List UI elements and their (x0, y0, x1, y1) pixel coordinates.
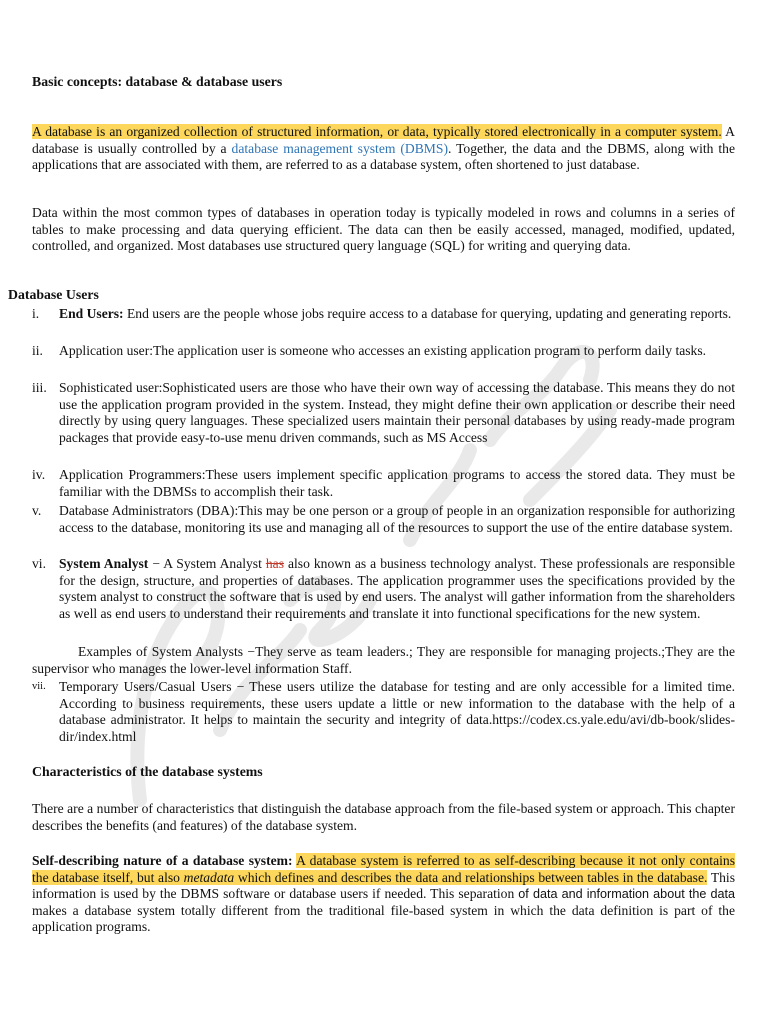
list-item-bold: System Analyst (59, 556, 149, 571)
list-item-end-users (32, 306, 735, 323)
examples-paragraph: Examples of System Analysts −They serve as team leaders.; They are responsible for managing projects.;They are the supervisor who manages the lower-level information Staff. (32, 644, 735, 676)
list-number: vi. (32, 556, 46, 571)
list-item-text: Application Programmers:These users implement specific application programs to access the stored data. They must be familiar with the DBMSs to accomplish their task. (59, 467, 735, 499)
self-describing-text-b: makes a database system totally different from the traditional file-based system in which the data definition is part of the application programs. (32, 902, 735, 935)
self-describing-highlight-b: which defines and describes the data and relationships between tables in the database. (234, 869, 708, 885)
strikethrough-text: has (265, 556, 284, 571)
heading-characteristics: Characteristics of the database systems (32, 764, 263, 779)
list-number: vii. (32, 681, 46, 692)
list-item-application-user (32, 343, 735, 360)
heading-database-users: Database Users (8, 287, 99, 302)
list-item-sophisticated-user (32, 380, 735, 446)
self-describing-highlight-a: A database system is referred to as self-describing because it not only contains the database itself, but also (32, 853, 735, 885)
intro-text-a: A database is usually controlled by a (32, 124, 736, 156)
paragraph-data-modeling: Data within the most common types of databases in operation today is typically modeled in rows and columns in a series of tables to make processing and data querying efficient. The data can then be easily accessed, managed, modified, updated, controlled, and organized. Most databases use structured query language (SQL) for writing and querying data. (32, 205, 735, 254)
metadata-italic: metadata (183, 869, 235, 885)
intro-highlight: A database is an organized collection of structured information, or data, typically stored electronically in a computer system. (32, 124, 722, 139)
list-item-system-analyst (32, 556, 735, 622)
list-item-bold: End Users: (59, 306, 124, 321)
intro-text-b: . Together, the data and the DBMS, along with the applications that are associated with them, are referred to as a database system, often shortened to just database. (32, 140, 735, 173)
list-item-text: End users are the people whose jobs require access to a database for querying, updating and generating reports. (123, 306, 732, 321)
list-item-dba (32, 503, 735, 536)
list-item-temporary-users (32, 679, 735, 745)
dbms-link[interactable]: database management system (DBMS) (231, 140, 448, 156)
heading-basic-concepts: Basic concepts: database & database users (32, 74, 283, 89)
list-item-text: Sophisticated user:Sophisticated users are those who have their own way of accessing the database. This means they do not use the application program provided in the system. Instead, they might define their own application or describe their need directly by using query languages. These specialized users maintain their personal databases by using ready-made program packages that provide easy-to-use menu driven commands, such as MS Access (59, 380, 735, 445)
list-item-text: also known as a business technology analyst. These professionals are responsible for the design, structure, and properties of databases. The application programmer uses the specifications provided by the system analyst to construct the software that is used by end users. The analyst will gather information from the shareholders as well as end users to understand their requirements and translate it into functional specifications for the new system. (59, 556, 735, 621)
list-number: iii. (32, 380, 47, 395)
list-item-application-programmers (32, 467, 735, 500)
self-describing-sans-text: of data and information about the data (518, 887, 735, 902)
list-item-text: Application user:The application user is someone who accesses an existing application program to perform daily tasks. (59, 343, 707, 358)
paragraph-characteristics: There are a number of characteristics that distinguish the database approach from the file-based system or approach. This chapter describes the benefits (and features) of the database system. (32, 801, 735, 833)
list-item-text: Temporary Users/Casual Users − These users utilize the database for testing and are only accessible for a limited time. According to business requirements, these users update a little or new information to the database with the help of a database administrator. It helps to maintain the security and integrity of data.https://codex.cs.yale.edu/avi/db-book/slides-dir/index.html (59, 679, 735, 744)
self-describing-text-a: This information is used by the DBMS software or database users if needed. This separation (32, 869, 735, 902)
list-number: ii. (32, 343, 43, 358)
analyst-dash-text: − A System Analyst (148, 556, 266, 571)
list-item-text: Database Administrators (DBA):This may be one person or a group of people in an organization responsible for authorizing access to the database, monitoring its use and managing all of the resources to support the use of the entire database system. (59, 503, 735, 535)
list-number: i. (32, 306, 40, 321)
list-number: v. (32, 503, 42, 518)
list-number: iv. (32, 467, 46, 482)
intro-paragraph (32, 124, 735, 174)
self-describing-bold: Self-describing nature of a database system: (32, 853, 293, 868)
paragraph-self-describing (32, 853, 735, 936)
